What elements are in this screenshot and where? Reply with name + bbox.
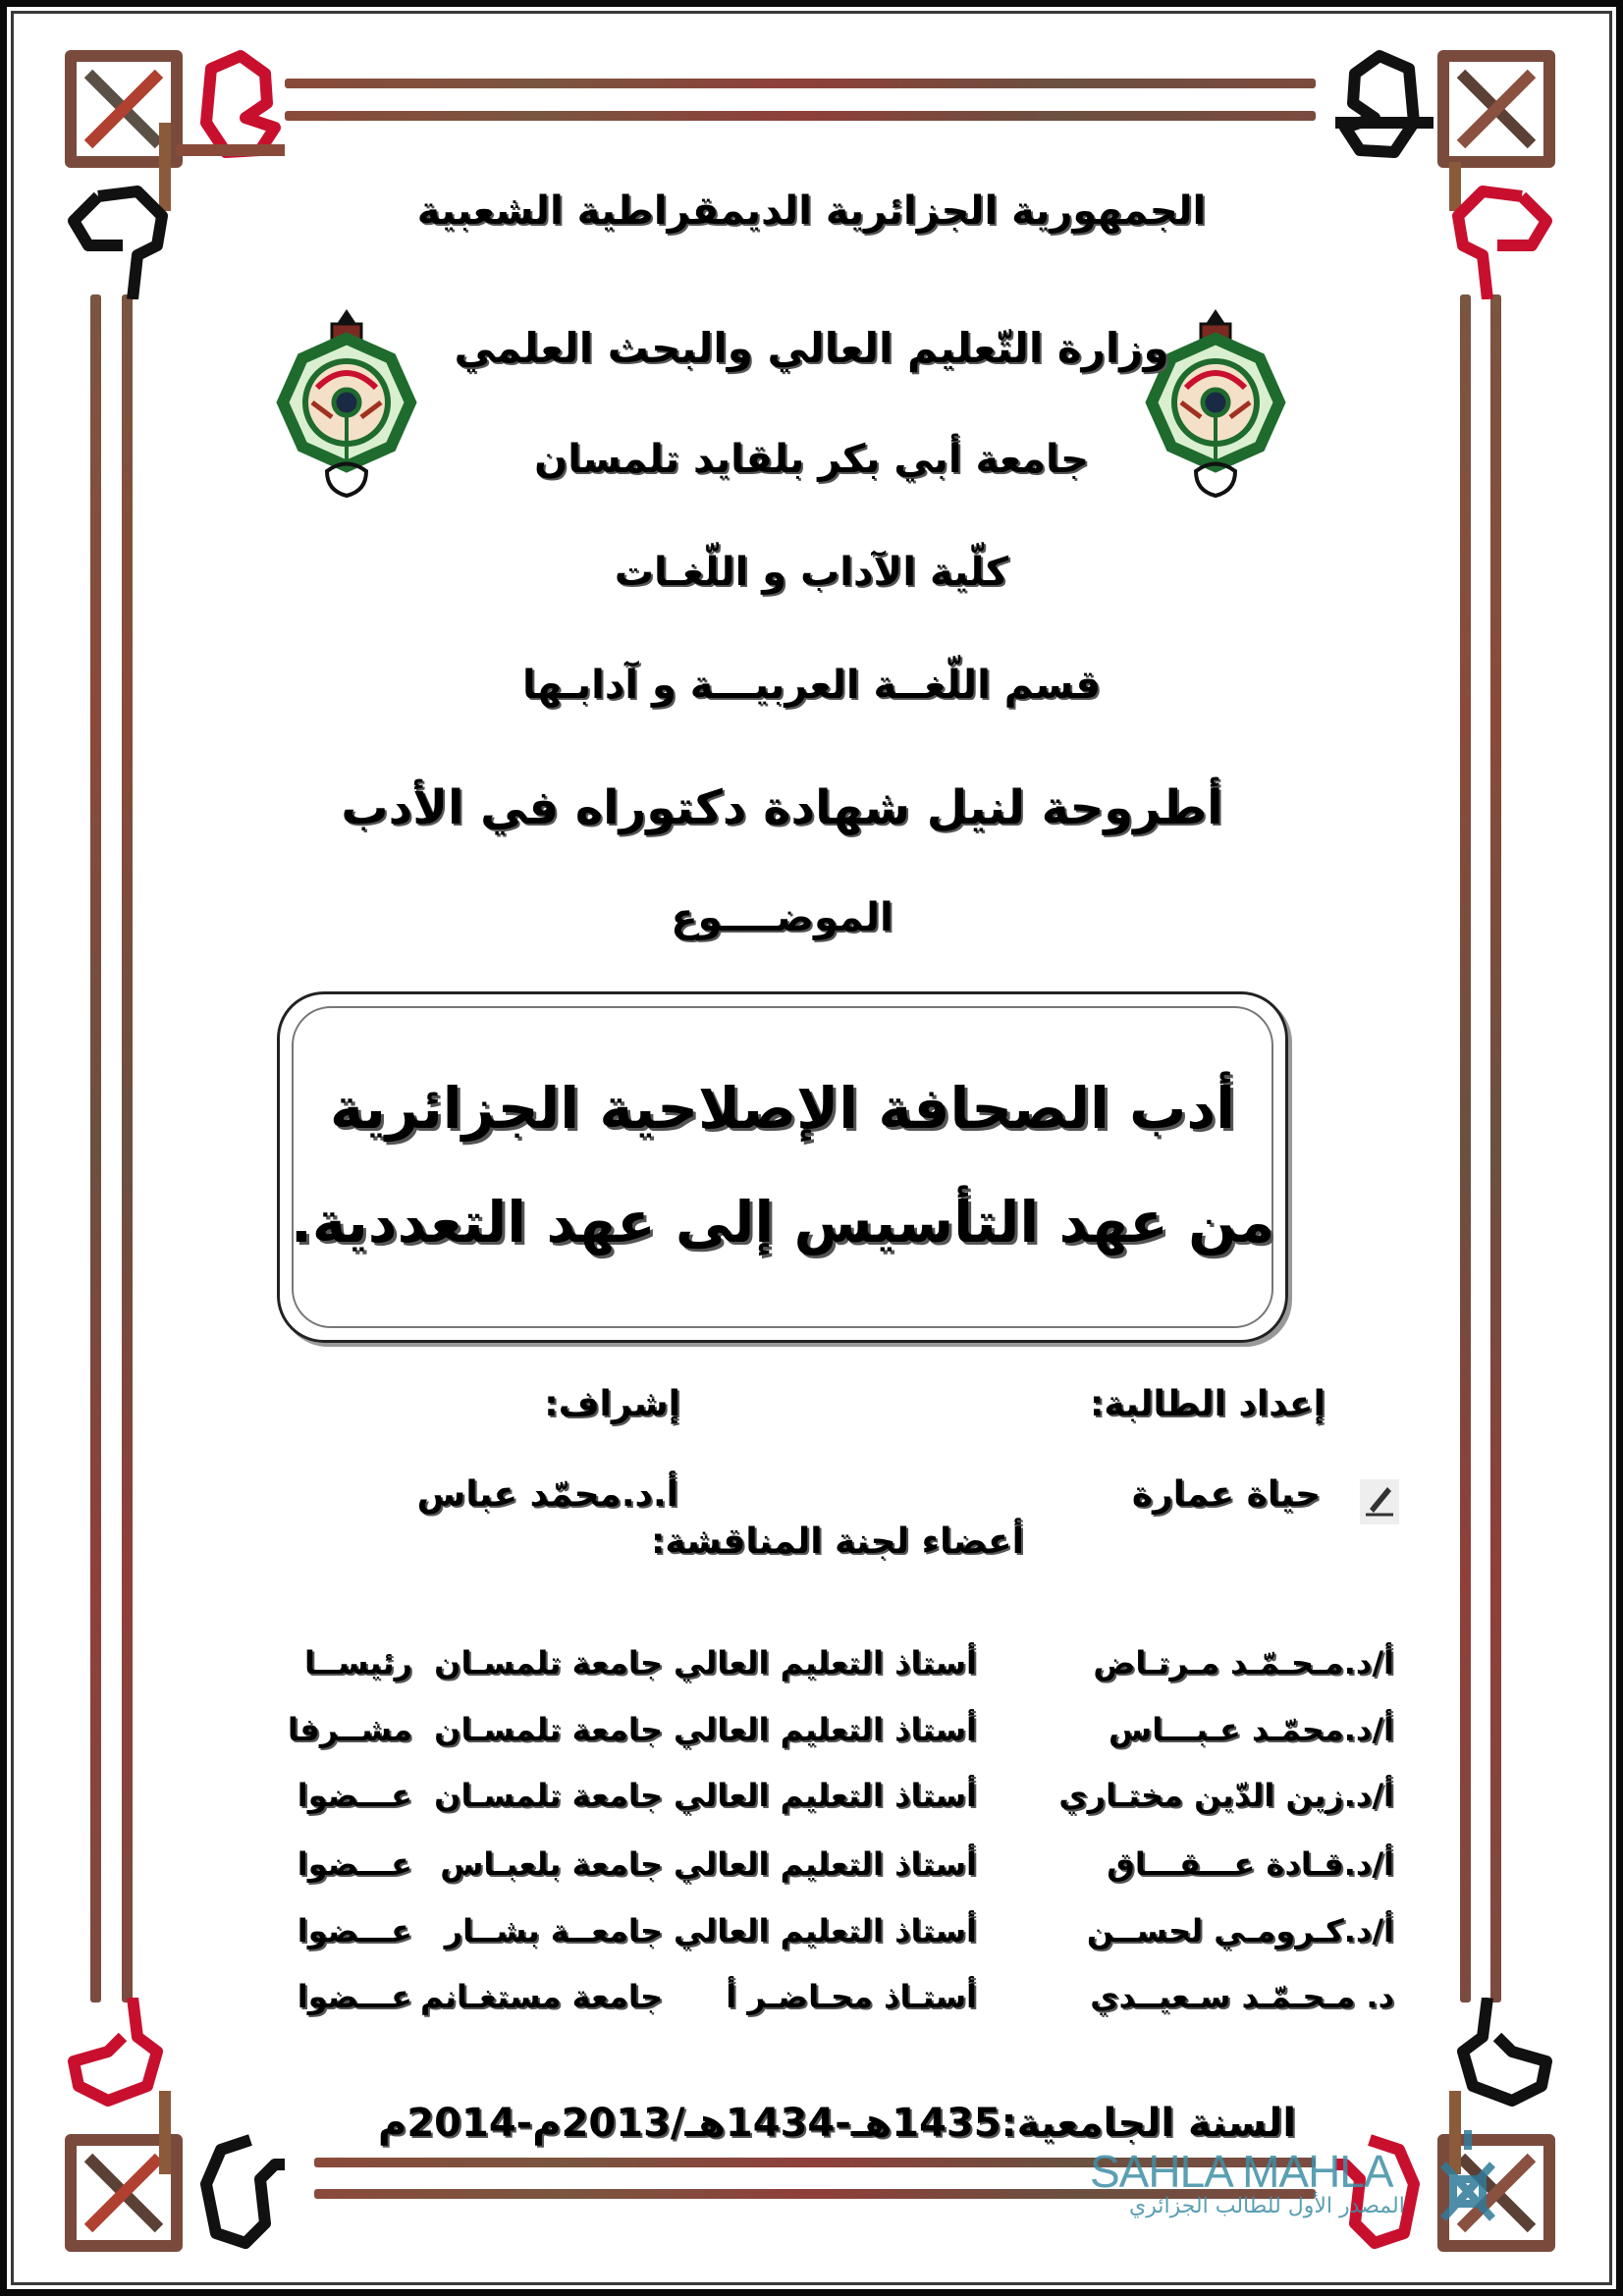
member-name: أ/د.كـرومـي لحســن bbox=[1086, 1912, 1394, 1949]
member-rank: أستاذ التعليم العالي bbox=[674, 1711, 977, 1748]
member-university: جامعة تلمسـان bbox=[434, 1644, 663, 1682]
committee-row bbox=[216, 1845, 1394, 1904]
member-name: أ/د.مـحـمّـد مـرتـاض bbox=[1093, 1644, 1394, 1682]
degree-title: أطروحة لنيل شهادة دكتوراه في الأدب bbox=[341, 780, 1223, 835]
pen-icon bbox=[1360, 1479, 1399, 1524]
member-university: جامعة تلمسـان bbox=[434, 1777, 663, 1814]
member-name: د. مـحـمّـد سـعيــدي bbox=[1090, 1978, 1394, 2015]
member-university: جامعة مستغـانم bbox=[419, 1978, 663, 2015]
watermark-tagline: المصدر الأول للطالب الجزائري bbox=[1129, 2194, 1405, 2218]
member-name: أ/د.قـادة عـــقـــاق bbox=[1107, 1845, 1394, 1883]
corner-ornament-top-right bbox=[1335, 25, 1591, 299]
corner-ornament-top-left bbox=[29, 25, 285, 299]
thesis-title-box bbox=[277, 991, 1288, 1343]
committee-row bbox=[216, 1777, 1394, 1836]
thesis-title-line-2: من عهد التأسيس إلى عهد التعددية. bbox=[290, 1189, 1275, 1255]
member-role: مشــرفا bbox=[287, 1711, 412, 1748]
watermark-logo-icon bbox=[1429, 2125, 1507, 2233]
member-role: عـــضوا bbox=[297, 1978, 412, 2015]
student-label: إعداد الطالبة: bbox=[1090, 1384, 1325, 1424]
member-role: رئيســا bbox=[304, 1644, 412, 1682]
committee-row bbox=[216, 1644, 1394, 1703]
university-name: جامعة أبي بكر بلقايد تلمسان bbox=[534, 437, 1089, 482]
committee-row bbox=[216, 1711, 1394, 1770]
member-rank: أستاذ التعليم العالي bbox=[674, 1644, 977, 1682]
supervisor-name: أ.د.محمّد عباس bbox=[416, 1474, 678, 1515]
member-role: عـــضوا bbox=[297, 1777, 412, 1814]
thesis-title-line-1: أدب الصحافة الإصلاحية الجزائرية bbox=[329, 1075, 1236, 1142]
subject-label: الموضــــوع bbox=[671, 895, 893, 940]
corner-ornament-bottom-left bbox=[29, 1998, 285, 2272]
department-name: قسم اللّغــة العربيـــة و آدابـها bbox=[522, 663, 1101, 708]
committee-label: أعضاء لجنة المناقشة: bbox=[650, 1522, 1024, 1562]
member-rank: أستاذ التعليم العالي bbox=[674, 1777, 977, 1814]
member-rank: أستاذ التعليم العالي bbox=[674, 1845, 977, 1883]
member-name: أ/د.محمّـد عـبـــاس bbox=[1109, 1711, 1394, 1748]
member-university: جامعة تلمسـان bbox=[434, 1711, 663, 1748]
committee-row bbox=[216, 1978, 1394, 2037]
student-name: حياة عمارة bbox=[1131, 1474, 1321, 1515]
member-role: عـــضوا bbox=[297, 1912, 412, 1949]
ministry-name: وزارة التّعليم العالي والبحث العلمي bbox=[454, 324, 1169, 372]
member-rank: أستاذ التعليم العالي bbox=[674, 1912, 977, 1949]
supervisor-label: إشراف: bbox=[544, 1384, 680, 1424]
watermark bbox=[1090, 2145, 1512, 2243]
academic-year: السنة الجامعية:1435هـ-1434هـ/2013م-2014م bbox=[378, 2101, 1297, 2146]
member-role: عـــضوا bbox=[297, 1845, 412, 1883]
member-rank: أستـاذ محـاضـر أ bbox=[726, 1978, 977, 2015]
faculty-name: كلّية الآداب و اللّغـات bbox=[614, 550, 1009, 595]
member-name: أ/د.زين الدّين مختـاري bbox=[1058, 1777, 1394, 1814]
watermark-brand: SAHLA MAHLA bbox=[1090, 2146, 1393, 2197]
member-university: جامعــة بشــار bbox=[444, 1912, 663, 1949]
member-university: جامعة بلعبـاس bbox=[440, 1845, 663, 1883]
committee-row bbox=[216, 1912, 1394, 1971]
country-name: الجمهورية الجزائرية الديمقراطية الشعبية bbox=[416, 188, 1207, 234]
